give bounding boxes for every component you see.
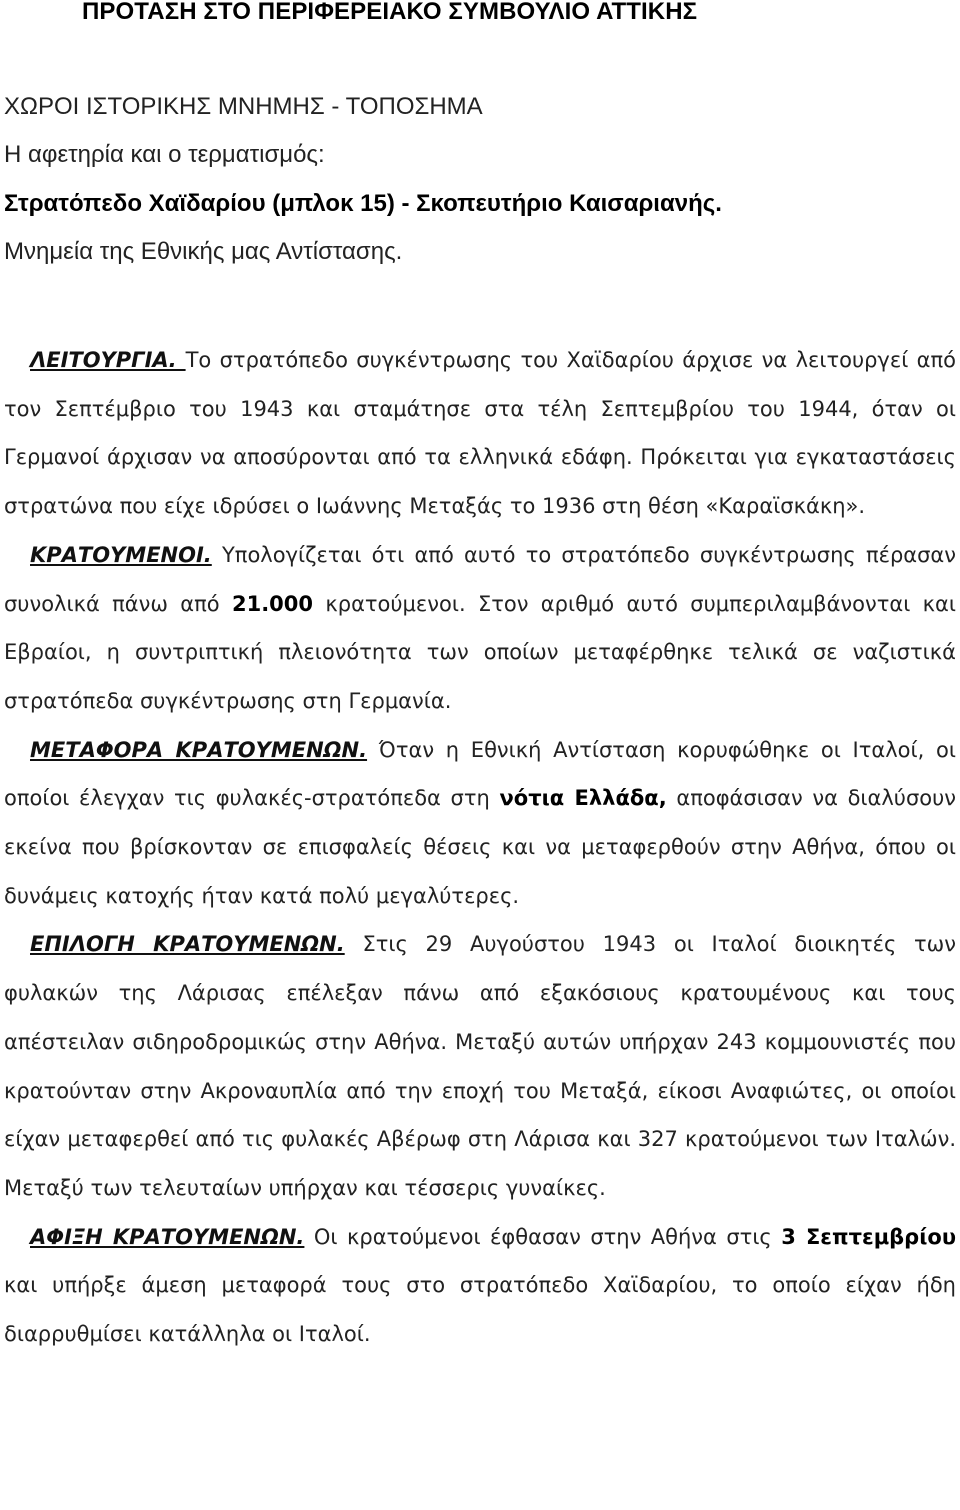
document-body [4, 336, 956, 1359]
text-kratoumenoi-1: Υπολογίζεται ότι από αυτό το στρατόπεδο συγκέντρωσης πέρασαν συνολικά πάνω από [4, 542, 956, 616]
bold-metafora: νότια Ελλάδα, [499, 786, 667, 811]
text-metafora-2: αποφάσισαν να διαλύσουν εκείνα που βρίσκονταν σε επισφαλείς θέσεις και να μεταφερθούν στην Αθήνα, όπου οι δυνάμεις κατοχής ήταν κατά πολύ μεγαλύτερες. [4, 786, 956, 908]
heading-line-2: Η αφετηρία και ο τερματισμός: [4, 141, 325, 168]
heading-line-3: Στρατόπεδο Χαϊδαρίου (μπλοκ 15) - Σκοπευτήριο Καισαριανής. [4, 190, 722, 217]
bold-afixi: 3 Σεπτεμβρίου [781, 1224, 957, 1249]
paragraph-kratoumenoi [4, 531, 956, 726]
label-epilogi: ΕΠΙΛΟΓΗ ΚΡΑΤΟΥΜΕΝΩΝ. [30, 932, 345, 957]
text-epilogi: Στις 29 Αυγούστου 1943 οι Ιταλοί διοικητές των φυλακών της Λάρισας επέλεξαν πάνω από εξακόσιους κρατουμένους και τους απέστειλαν σιδηροδρομικώς στην Αθήνα. Μεταξύ αυτών υπήρχαν 243 κομμουνιστές που κρατούνταν στην Ακροναυπλία από την εποχή του Μεταξά, είκοσι Αναφιώτες, οι οποίοι είχαν μεταφερθεί από τις φυλακές Αβέρωφ στη Λάρισα και 327 κρατούμενοι των Ιταλών. Μεταξύ των τελευταίων υπήρχαν και τέσσερις γυναίκες. [4, 932, 956, 1200]
document-title: ΠΡΟΤΑΣΗ ΣΤΟ ΠΕΡΙΦΕΡΕΙΑΚΟ ΣΥΜΒΟΥΛΙΟ ΑΤΤΙΚΗΣ [82, 0, 698, 25]
label-kratoumenoi: ΚΡΑΤΟΥΜΕΝΟΙ. [30, 542, 212, 567]
paragraph-metafora [4, 726, 956, 921]
label-leitourgia: ΛΕΙΤΟΥΡΓΙΑ. [30, 348, 186, 372]
paragraph-leitourgia [4, 336, 956, 531]
text-metafora-1: Όταν η Εθνική Αντίσταση κορυφώθηκε οι Ιταλοί, οι οποίοι έλεγχαν τις φυλακές-στρατόπεδα στη [4, 737, 956, 811]
text-leitourgia: Το στρατόπεδο συγκέντρωσης του Χαϊδαρίου άρχισε να λειτουργεί από τον Σεπτέμβριο του 1943 και σταμάτησε στα τέλη Σεπτεμβρίου του 1944, όταν οι Γερμανοί άρχισαν να αποσύρονται από τα ελληνικά εδάφη. Πρόκειται για εγκαταστάσεις στρατώνα που είχε ιδρύσει ο Ιωάννης Μεταξάς το 1936 στη θέση «Καραϊσκάκη». [4, 348, 956, 519]
heading-line-4: Μνημεία της Εθνικής μας Αντίστασης. [4, 238, 403, 265]
paragraph-epilogi [4, 920, 956, 1212]
paragraph-afixi [4, 1213, 956, 1359]
label-afixi: ΑΦΙΞΗ ΚΡΑΤΟΥΜΕΝΩΝ. [30, 1224, 305, 1249]
bold-kratoumenoi: 21.000 [231, 591, 314, 616]
text-kratoumenoi-2: κρατούμενοι. Στον αριθμό αυτό συμπεριλαμβάνονται και Εβραίοι, η συντριπτική πλειονότητα των οποίων μεταφέρθηκε τελικά σε ναζιστικά στρατόπεδα συγκέντρωσης στη Γερμανία. [4, 591, 956, 713]
text-afixi-1: Οι κρατούμενοι έφθασαν στην Αθήνα στις [304, 1224, 782, 1249]
label-metafora: ΜΕΤΑΦΟΡΑ ΚΡΑΤΟΥΜΕΝΩΝ. [30, 737, 368, 762]
heading-line-1: ΧΩΡΟΙ ΙΣΤΟΡΙΚΗΣ ΜΝΗΜΗΣ - ΤΟΠΟΣΗΜΑ [4, 93, 483, 120]
text-afixi-2: και υπήρξε άμεση μεταφορά τους στο στρατόπεδο Χαϊδαρίου, το οποίο είχαν ήδη διαρρυθμίσει κατάλληλα οι Ιταλοί. [4, 1273, 956, 1347]
